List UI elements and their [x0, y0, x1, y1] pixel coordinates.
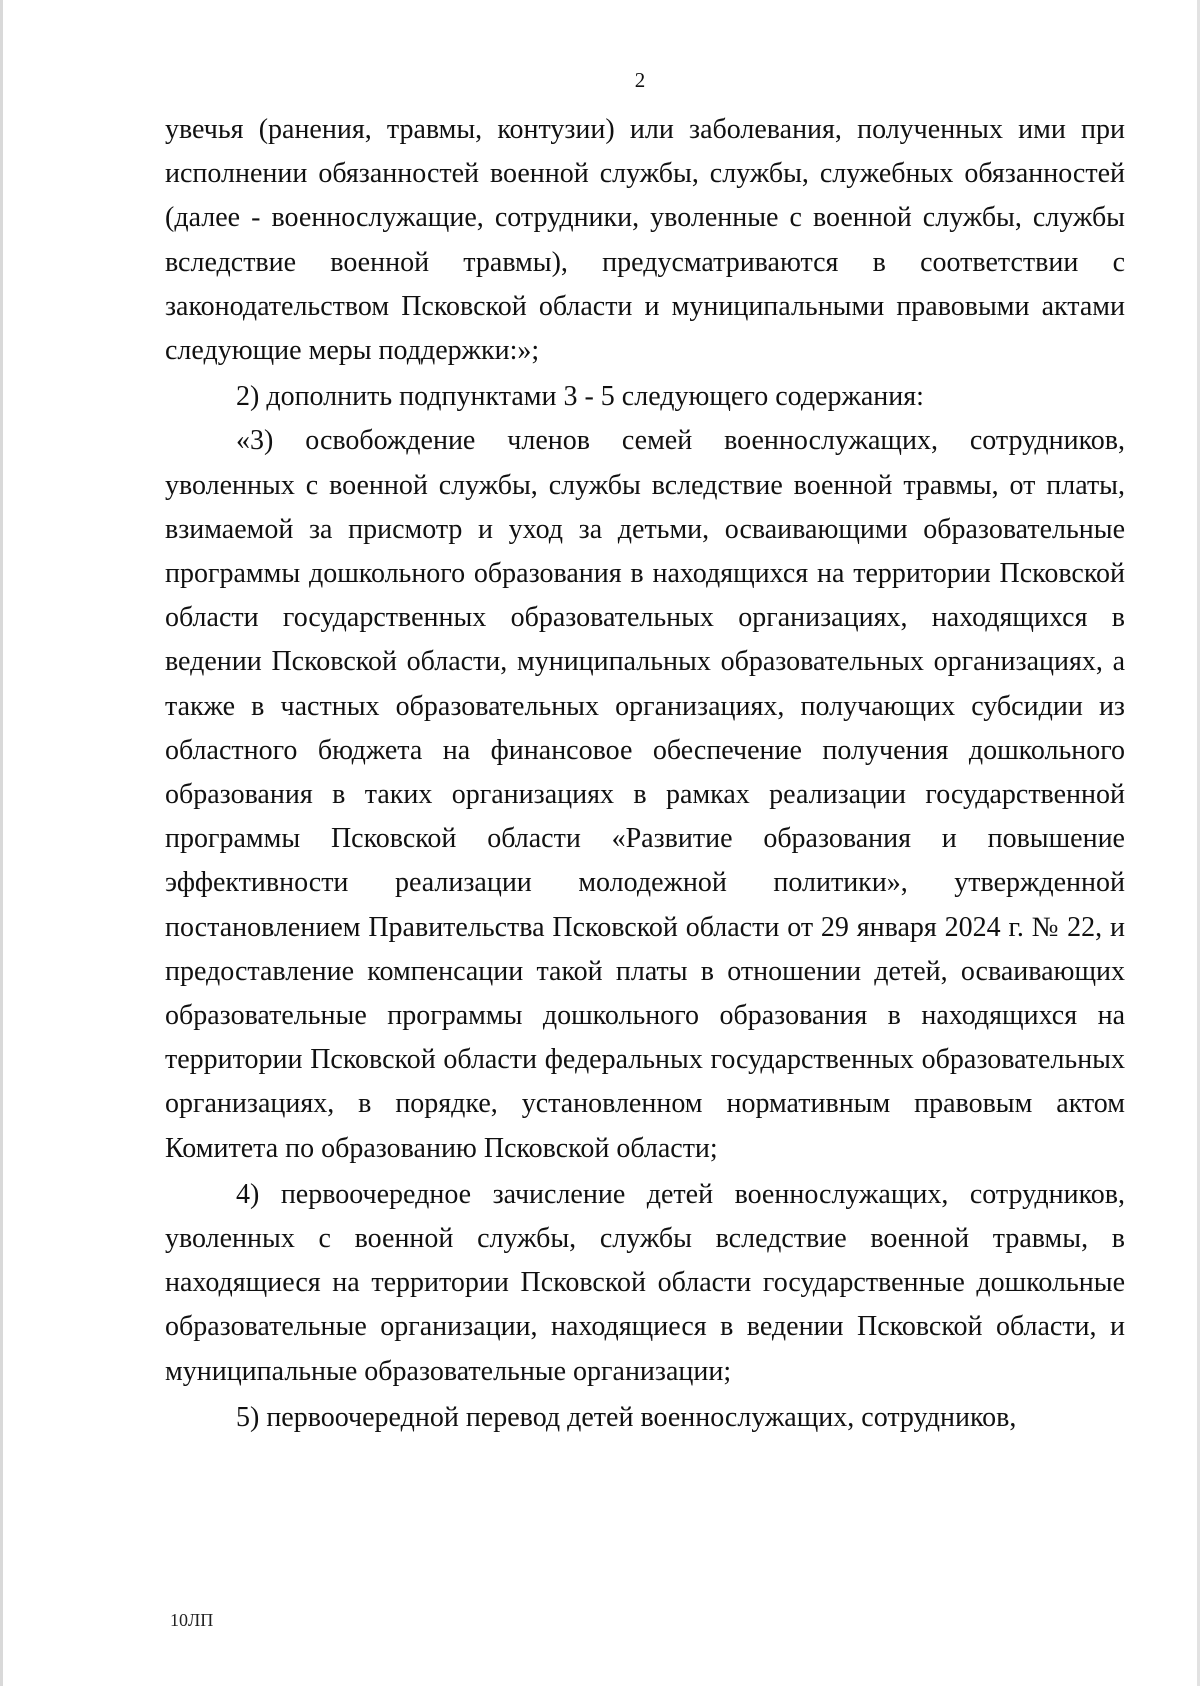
footer-document-code: 10ЛП — [170, 1610, 214, 1630]
paragraph-item-2: 2) дополнить подпунктами 3 - 5 следующего содержания: — [236, 381, 924, 413]
paragraph-subitem-4: 4) первоочередное зачисление детей военнослужащих, сотрудников, уволенных с военной службы, службы вследствие военной травмы, в находящиеся на территории Псковской области государственные дошкольные образовательные организации, находящиеся в ведении Псковской области, и муниципальные образовательные организации; — [165, 1178, 1125, 1387]
document-body — [165, 108, 1125, 1440]
page-number: 2 — [634, 68, 646, 92]
paragraph-continuation: увечья (ранения, травмы, контузии) или заболевания, полученных ими при исполнении обязанностей военной службы, службы, служебных обязанностей (далее - военнослужащие, сотрудники, уволенные с военной службы, службы вследствие военной травмы), предусматриваются в соответствии с законодательством Псковской области и муниципальными правовыми актами следующие меры поддержки:»; — [165, 114, 1125, 367]
paragraph-subitem-3: «3) освобождение членов семей военнослужащих, сотрудников, уволенных с военной службы, службы вследствие военной травмы, от платы, взимаемой за присмотр и уход за детьми, осваивающими образовательные программы дошкольного образования в находящихся на территории Псковской области государственных образовательных организациях, находящихся в ведении Псковской области, муниципальных образовательных организациях, а также в частных образовательных организациях, получающих субсидии из областного бюджета на финансовое обеспечение получения дошкольного образования в таких организациях в рамках реализации государственной программы Псковской области «Развитие образования и повышение эффективности реализации молодежной политики», утвержденной постановлением Правительства Псковской области от 29 января 2024 г. № 22, и предоставление компенсации такой платы в отношении детей, осваивающих образовательные программы дошкольного образования в находящихся на территории Псковской области федеральных государственных образовательных организациях, в порядке, установленном нормативным правовым актом Комитета по образованию Псковской области; — [165, 425, 1125, 1164]
paragraph-subitem-5: 5) первоочередной перевод детей военнослужащих, сотрудников, — [236, 1401, 1017, 1433]
